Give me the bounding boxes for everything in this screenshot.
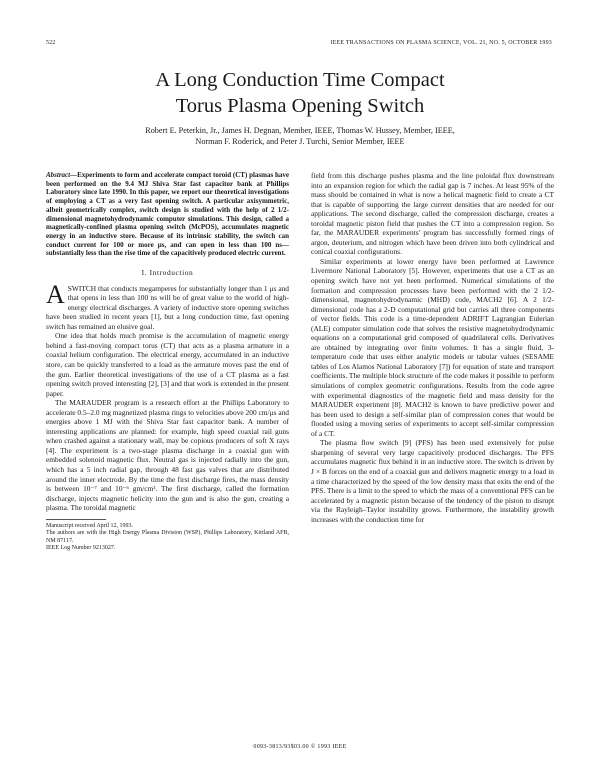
footnote-divider bbox=[46, 519, 106, 520]
right-column bbox=[311, 171, 554, 524]
footnote-log-number: IEEE Log Number 9213027. bbox=[46, 545, 116, 552]
abstract-label: Abstract— bbox=[46, 171, 78, 179]
body-paragraph-pfs: The plasma flow switch [9] (PFS) has been used extensively for pulse sharpening of several very large capacitively produced discharges. The PFS accumulates magnetic flux behind it in an inductive store. The switch is driven by J × B forces on the end of a coaxial gun and delivers magnetic energy to a load in a time characterized by the speed of the low density mass that exits the end of the PFS. There is a limit to the speed to which the mass of a conventional PFS can be accelerated by a magnetic piston because of the tendency of the piston to disrupt via the Rayleigh–Taylor instability grows. Furthermore, the instability growth increases with the conduction time for bbox=[311, 438, 554, 524]
intro-paragraph-3: The MARAUDER program is a research effort at the Phillips Laboratory to accelerate 0.5–2.0 mg magnetized plasma rings to velocities above 200 cm/μs and energies above 1 MJ with the Shiva Star fast capacitor bank. A number of interesting applications are planned: for example, high speed coaxial rail guns when crashed against a stationary wall, may be copious producers of soft X rays [4]. The experiment is a two-stage plasma discharge in a coaxial gun with embedded solenoid magnetic flux. Neutral gas is injected radially into the gun, which has a 5 inch radial gap, through 48 fast gas valves that are distributed around the inner electrode. By the time the first discharge fires, the mass density is between 10⁻⁷ and 10⁻⁶ gm/cm³. The first discharge, called the formation discharge, injects magnetic helicity into the gun and is also the gun, creating a plasma. The toroidal magnetic bbox=[46, 398, 289, 513]
intro-paragraph-1-text: SWITCH that conducts megamperes for substantially longer than 1 μs and that opens in less than 100 ns will be of great value to the world of high-energy electrical discharges. A variety of inductive store opening switches have been studied in recent years [1], but a long conduction time, fast opening switch has remained an elusive goal. bbox=[46, 283, 289, 331]
copyright-code: 0093-3813/93$03.00 © 1993 IEEE bbox=[253, 744, 347, 750]
page-number: 522 bbox=[46, 40, 56, 46]
authors-line-2: Norman F. Roderick, and Peter J. Turchi, Senior Member, IEEE bbox=[195, 137, 405, 146]
abstract-text: Experiments to form and accelerate compact toroid (CT) plasmas have been performed on the 9.4 MJ Shiva Star fast capacitor bank at Phillips Laboratory since late 1990. In this paper, we report our theoretical investigations of employing a CT as a very fast opening switch. A particular axisymmetric, albeit geometrically complex, switch design is studied with the help of 2 1/2-dimensional magnetohydrodynamic computer simulations. This design, called a magnetically-confined plasma opening switch (McPOS), accumulates magnetic energy in an inductive store. Because of its intrinsic stability, the switch can conduct current for 100 or more μs, and can open in less than 100 ns—substantially less than the rise time of the capacitively produced electric current. bbox=[46, 171, 289, 258]
intro-paragraph-2: One idea that holds much promise is the accumulation of magnetic energy behind a fast-moving compact torus (CT) that acts as a plasma armature in a coaxial helium configuration. The electrical energy, accumulated in an inductive store, can be quickly transferred to a load as the armature moves past the end of the gun. Earlier theoretical investigations of the use of a CT plasma as a fast opening switch proved interesting [2], [3] and that work is extended in the present paper. bbox=[46, 331, 289, 398]
body-paragraph-continued: field from this discharge pushes plasma and the line poloidal flux downstream into an expansion region for which the radial gap is 7 inches. At least 95% of the mass should be contained in what is now a helical magnetic field to create a CT that is capable of supporting the large current densities that are needed for our applications. The second discharge, called the compression discharge, creates a toroidal magnetic piston field that pushes the CT into a compression region. So far, the MARAUDER experiments' program has successfully formed rings of argon, deuterium, and nitrogen which have been driven into both cylindrical and conical coaxial configurations. bbox=[311, 171, 554, 257]
left-column bbox=[46, 171, 289, 553]
paper-title-line-1: A Long Conduction Time Compact bbox=[155, 69, 445, 91]
journal-header: IEEE TRANSACTIONS ON PLASMA SCIENCE, VOL. 21, NO. 5, OCTOBER 1993 bbox=[330, 40, 552, 46]
authors-line-1: Robert E. Peterkin, Jr., James H. Degnan, Member, IEEE, Thomas W. Hussey, Member, IEEE, bbox=[145, 126, 455, 135]
drop-cap: A bbox=[46, 279, 65, 309]
footnote-affiliation: The authors are with the High Energy Plasma Division (WSP), Phillips Laboratory, Kirtland AFB, NM 87117. bbox=[46, 530, 289, 544]
body-paragraph-llnl: Similar experiments at lower energy have been performed at Lawrence Livermore National Laboratory [5]. However, experiments that use a CT as an opening switch have not yet been performed. Numerical simulations of the formation and compression processes have been performed with the 2 1/2-dimensional, magnetohydrodynamic (MHD) code, MACH2 [6]. A 2 1/2-dimensional code has a 2-D computational grid but carries all three components of vector fields. This code is a time-dependent ADRIFT Lagrangian Eulerian (ALE) computer simulation code that solves the resistive magnetohydrodynamic equations on a computational grid composed of quadrilateral cells. Derivatives are obtained by integrating over finite volumes. It has a single fluid, 3-temperature code that uses either analytic models or tabular values (SESAME tables of Los Alamos National Laboratory [7]) for equation of state and transport coefficients. The multiple block structure of the code makes it possible to perform simulations of complex geometric configurations. Results from the code agree with experimental diagnostics of the magnetic field and mass density for the MARAUDER experiment [8]. MACH2 is known to have predictive power and has been used to design a self-similar plan of compression cones that would be flooded using a moving series of experiments to accept self-similar compression of a CT. bbox=[311, 256, 554, 438]
intro-paragraph-1 bbox=[46, 279, 289, 332]
abstract bbox=[46, 171, 289, 258]
section-heading-introduction: I. Introduction bbox=[141, 268, 194, 278]
paper-title-line-2: Torus Plasma Opening Switch bbox=[175, 95, 425, 117]
footnote-received: Manuscript received April 12, 1993. bbox=[46, 522, 133, 529]
